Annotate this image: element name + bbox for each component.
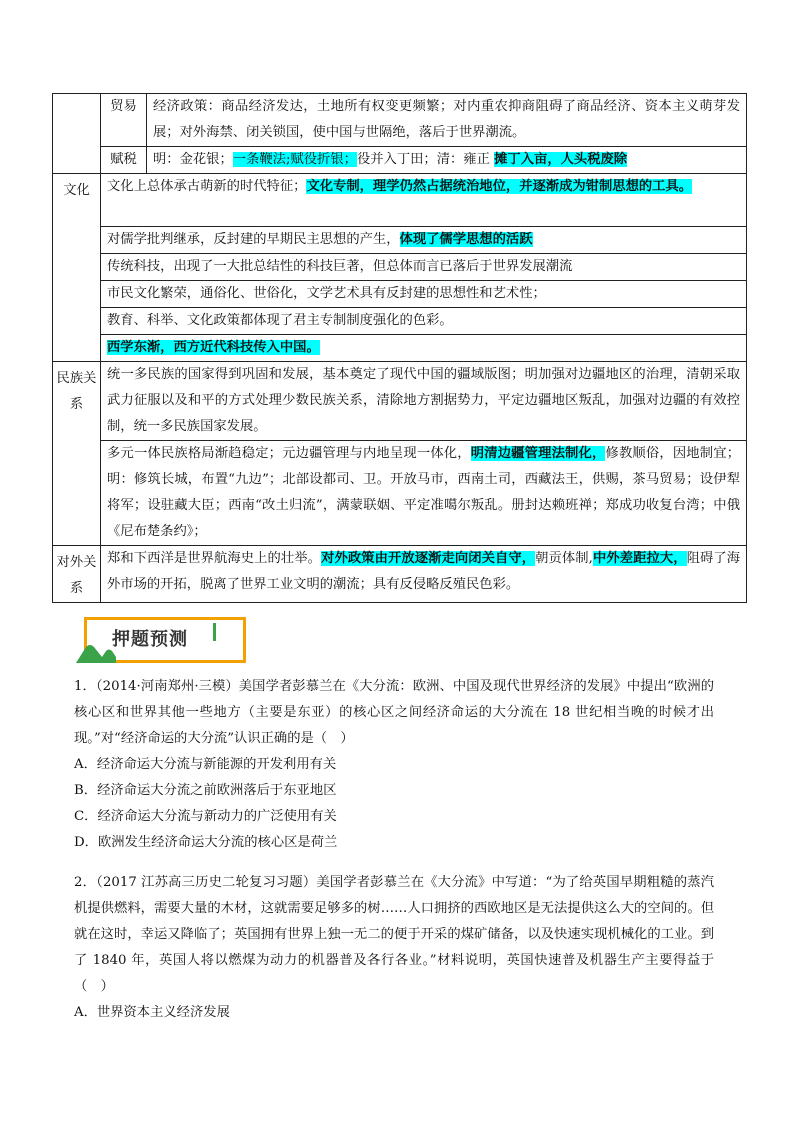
category-foreign: 对外关系 <box>53 546 101 603</box>
question-1-option-a: A．经济命运大分流与新能源的开发利用有关 <box>74 757 337 772</box>
culture-row-6 <box>101 335 747 362</box>
ethnic-row-2-text-2: 修教顺俗，因地制宜；明：修筑长城，布置“九边”；北部设都司、卫。开放马市，西南土司，西藏法王，供赐，茶马贸易；设伊犁将军；设驻藏大臣；西南“改土归流”，满蒙联姻、平定准噶尔叛乱。册封达赖班禅；郑成功收复台湾；中俄《尼布楚条约》； <box>107 446 741 539</box>
table-row <box>53 174 747 227</box>
table-row <box>53 441 747 546</box>
category-culture: 文化 <box>53 174 101 362</box>
culture-row-1-text: 文化上总体承古萌新的时代特征； <box>107 179 307 194</box>
trade-text: 经济政策：商品经济发达，土地所有权变更频繁；对内重农抑商阻碍了商品经济、资本主义萌芽发展；对外海禁、闭关锁国，使中国与世隔绝，落后于世界潮流。 <box>147 94 747 147</box>
question-1-option-b: B．经济命运大分流之前欧洲落后于东亚地区 <box>74 783 337 798</box>
tax-text-2: 役并入丁田；清：雍正 <box>356 152 495 167</box>
banner-title: 押题预测 <box>112 629 188 650</box>
table-row <box>53 254 747 281</box>
question-2-option-a: A．世界资本主义经济发展 <box>74 1005 230 1020</box>
tax-text <box>147 147 747 174</box>
table-row <box>53 94 747 147</box>
question-1-option-d: D．欧洲发生经济命运大分流的核心区是荷兰 <box>74 835 338 850</box>
culture-row-2-highlight: 体现了儒学思想的活跃 <box>399 232 533 247</box>
section-banner <box>76 615 244 665</box>
tax-highlight-1: 一条鞭法;赋役折银； <box>232 152 357 167</box>
foreign-text-3: 阻碍了海外市场的开拓，脱离了世界工业文明的潮流；具有反侵略反殖民色彩。 <box>107 551 741 592</box>
subcategory-tax: 赋税 <box>101 147 147 174</box>
culture-row-6-highlight: 西学东渐，西方近代科技传入中国。 <box>107 340 320 355</box>
culture-row-4: 市民文化繁荣，通俗化、世俗化，文学艺术具有反封建的思想性和艺术性； <box>101 281 747 308</box>
ethnic-row-1: 统一多民族的国家得到巩固和发展，基本奠定了现代中国的疆域版图；明加强对边疆地区的治理，清朝采取武力征服以及和平的方式处理少数民族关系，清除地方割据势力，平定边疆地区叛乱，加强对边疆的有效控制，统一多民族国家发展。 <box>101 362 747 441</box>
foreign-text-1: 郑和下西洋是世界航海史上的壮举。 <box>107 551 322 566</box>
question-1 <box>74 674 714 856</box>
empty-category-cell <box>53 94 101 174</box>
tax-text-1: 明：金花银； <box>153 152 233 167</box>
table-row <box>53 147 747 174</box>
foreign-highlight-1: 对外政策由开放逐渐走向闭关自守， <box>321 551 536 566</box>
foreign-highlight-2: 中外差距拉大， <box>592 551 687 566</box>
table-row <box>53 335 747 362</box>
question-2-stem: 2．（2017 江苏高三历史二轮复习习题）美国学者彭慕兰在《大分流》中写道：“为了给英国早期粗糙的蒸汽机提供燃料，需要大量的木材，这就需要足够多的树……人口拥挤的西欧地区是无法提供这么大的空间的。但就在这时，幸运又降临了；英国拥有世界上独一无二的便于开采的煤矿储备，以及快速实现机械化的工业。到了 1840 年，英国人将以燃煤为动力的机器普及各行各业。”材料说明，英国快速普及机器生产主要得益于（ ） <box>74 875 714 994</box>
hills-icon <box>76 637 116 663</box>
table-row <box>53 281 747 308</box>
category-ethnic: 民族关系 <box>53 362 101 546</box>
ethnic-row-2-highlight: 明清边疆管理法制化， <box>470 446 606 461</box>
culture-row-5: 教育、科举、文化政策都体现了君主专制制度强化的色彩。 <box>101 308 747 335</box>
table-row <box>53 308 747 335</box>
culture-row-1-highlight: 文化专制，理学仍然占据统治地位，并逐渐成为钳制思想的工具。 <box>306 179 693 194</box>
table-row <box>53 362 747 441</box>
question-2 <box>74 870 714 1026</box>
question-1-stem: 1．（2014·河南郑州·三模）美国学者彭慕兰在《大分流：欧洲、中国及现代世界经济的发展》中提出“欧洲的核心区和世界其他一些地方（主要是东亚）的核心区之间经济命运的大分流在 18 世纪相当晚的时候才出现。”对“经济命运的大分流”认识正确的是（ ） <box>74 679 714 746</box>
table-row <box>53 546 747 603</box>
culture-row-1 <box>101 174 747 227</box>
question-1-option-c: C．经济命运大分流与新动力的广泛使用有关 <box>74 809 337 824</box>
subcategory-trade: 贸易 <box>101 94 147 147</box>
ethnic-row-2-text-1: 多元一体民族格局渐趋稳定；元边疆管理与内地呈现一体化， <box>107 446 471 461</box>
culture-row-3: 传统科技，出现了一大批总结性的科技巨著，但总体而言已落后于世界发展潮流 <box>101 254 747 281</box>
foreign-row <box>101 546 747 603</box>
table-row <box>53 227 747 254</box>
history-summary-table <box>52 93 747 603</box>
culture-row-2 <box>101 227 747 254</box>
culture-row-2-text: 对儒学批判继承，反封建的早期民主思想的产生， <box>107 232 400 247</box>
foreign-text-2: 朝贡体制, <box>535 551 593 566</box>
tax-highlight-2: 摊丁入亩，人头税废除 <box>494 152 628 167</box>
ethnic-row-2 <box>101 441 747 546</box>
banner-accent-mark <box>213 623 216 641</box>
